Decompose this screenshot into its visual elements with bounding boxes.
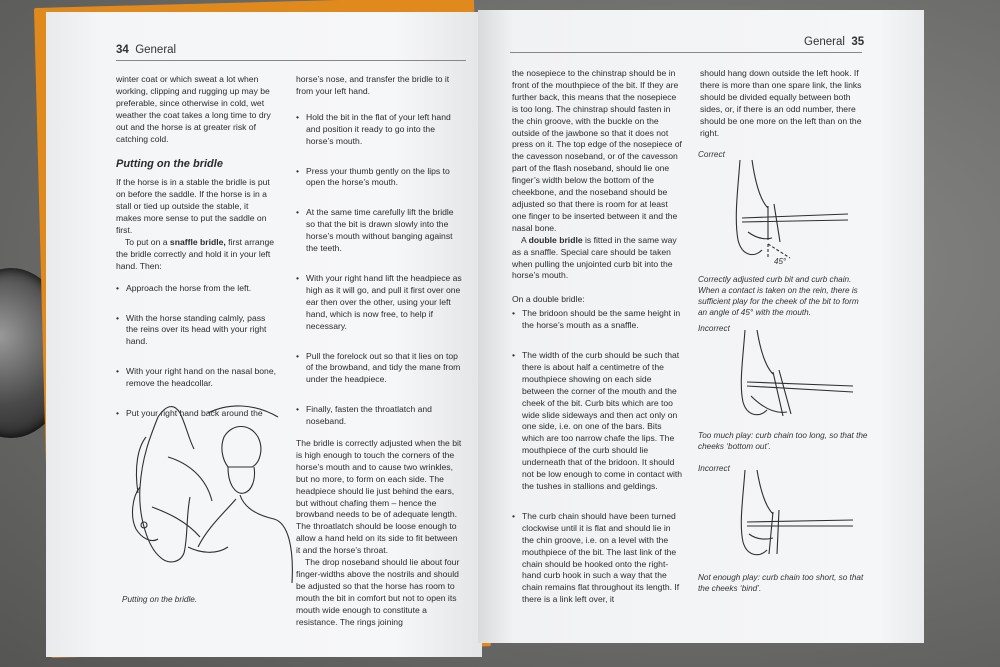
section-heading: Putting on the bridle	[116, 158, 223, 171]
paragraph: winter coat or which sweat a lot when working, clipping and rugging up may be preferable, since otherwise in cold, wet weather the coat takes a long time to dry out and the horse is at greater risk of catching cold.	[116, 74, 271, 144]
list-item: • The bridoon should be the same height in the horse’s mouth as a snaffle.	[512, 308, 684, 332]
figure-caption: Putting on the bridle.	[122, 595, 198, 604]
figure-label: Correct	[698, 150, 725, 159]
curb-correct-illustration	[728, 158, 858, 273]
list-item: • At the same time carefully lift the bridle so that the bit is drawn slowly into the horse’s mouth without banging against the teeth.	[296, 207, 464, 255]
figure-caption: Too much play: curb chain too long, so that the cheeks ‘bottom out’.	[698, 431, 868, 451]
header-rule	[116, 60, 466, 61]
paragraph: horse’s nose, and transfer the bridle to it from your left hand.	[296, 74, 450, 96]
list-item: • With your right hand lift the headpiece as high as it will go, and pull it first over one ear then over the other, using your left hand, which is now free, to help if necessary.	[296, 273, 464, 333]
paragraph: The drop noseband should lie about four finger-widths above the nostrils and should be adjusted so that the horse has room to mouth the bit in comfort but not to open its mouth wide enough to constitute a resistance. The rings joining	[296, 557, 460, 627]
angle-label: 45°	[774, 257, 787, 266]
left-page	[46, 12, 482, 657]
list-item: • Hold the bit in the flat of your left hand and position it ready to go into the horse’s mouth.	[296, 112, 464, 148]
paragraph: should hang down outside the left hook. If there is more than one spare link, the links should be divided equally between both sides, or, if there is an odd number, there should be one more on the left than on the right.	[700, 68, 862, 138]
right-page	[478, 10, 924, 643]
list-item: • Finally, fasten the throatlatch and noseband.	[296, 404, 464, 428]
list-item: • Press your thumb gently on the lips to open the horse’s mouth.	[296, 166, 464, 190]
figure-label: Incorrect	[698, 324, 730, 333]
list-item: • Put your right hand back around the	[116, 408, 276, 420]
curb-too-loose-illustration	[733, 328, 863, 428]
paragraph: On a double bridle:	[512, 294, 585, 305]
paragraph: If the horse is in a stable the bridle is put on before the saddle. If the horse is in a stall or tied up outside the stable, it makes more sense to put the saddle on first.	[116, 177, 270, 235]
figure-label: Incorrect	[698, 464, 730, 473]
header-rule	[510, 52, 862, 53]
list-item: • The curb chain should have been turned clockwise until it is flat and should lie in the chin groove, i.e. on a level with the mouthpiece of the bit. The last link of the chain should be hooked onto the right-hand curb hook in such a way that the chain remains flat throughout its length. If there is a link left over, it	[512, 511, 684, 606]
list-item: • Pull the forelock out so that it lies on top of the browband, and tidy the mane from under the headpiece.	[296, 351, 464, 387]
paragraph: A double bridle is fitted in the same way as a snaffle. Special care should be taken when pulling the unjointed curb bit into the horse’s mouth.	[512, 234, 677, 281]
list-item: • With the horse standing calmly, pass the reins over its head with your right hand.	[116, 313, 276, 349]
left-column-2	[296, 74, 464, 629]
list-item: • With your right hand on the nasal bone, remove the headcollar.	[116, 366, 276, 390]
curb-too-tight-illustration	[733, 468, 863, 568]
list-item: • Approach the horse from the left.	[116, 283, 276, 295]
left-column-1	[116, 74, 276, 438]
list-item: • The width of the curb should be such that there is about half a centimetre of the mouthpiece showing on each side between the corner of the mouth and the cheek of the bit. Curb bits which are too wide slide sideways and then act only on one side, i.e. on one of the bars. Bits which are too narrow chafe the lips. The mouthpiece of the curb should lie underneath that of the bridoon. It should not be low enough to come in contact with the tushes in stallions and geldings.	[512, 350, 684, 493]
running-head-title: General	[804, 36, 845, 48]
bridle-illustration	[128, 397, 308, 587]
right-column-1	[512, 68, 684, 606]
right-column-2	[700, 68, 862, 145]
paragraph: To put on a snaffle bridle, first arrange the bridle correctly and hold it in your left hand. Then:	[116, 236, 275, 271]
page-number: 34	[116, 44, 129, 56]
running-head-title: General	[135, 44, 177, 56]
left-running-head	[116, 44, 176, 56]
paragraph: the nosepiece to the chinstrap should be in front of the mouthpiece of the bit. If they are further back, this means that the nosepiece is too long. The chinstrap should fasten in the chin groove, with the buckle on the outside of the jawbone so that it does not press on it. The top edge of the nosepiece of the cavesson noseband, or of the cavesson part of the flash noseband, should lie one finger’s width below the bottom of the cheekbone, and the noseband should be adjusted so that there is room for at least one finger to be inserted between it and the nasal bone.	[512, 68, 682, 233]
paragraph: The bridle is correctly adjusted when the bit is high enough to touch the corners of the horse’s mouth and to cause two wrinkles, but no more, to form on each side. The headpiece should lie just behind the ears, but without chafing them – hence the browband needs to be of adequate length. The throatlatch should be loose enough to allow a hand held on its side to fit between it and the horse’s throat.	[296, 438, 462, 556]
page-number: 35	[851, 36, 865, 48]
right-running-head	[804, 36, 864, 48]
figure-caption: Not enough play: curb chain too short, so that the cheeks ‘bind’.	[698, 573, 864, 593]
figure-caption: Correctly adjusted curb bit and curb chain. When a contact is taken on the rein, there is sufficient play for the cheek of the bit to form an angle of 45° with the mouth.	[698, 275, 859, 317]
